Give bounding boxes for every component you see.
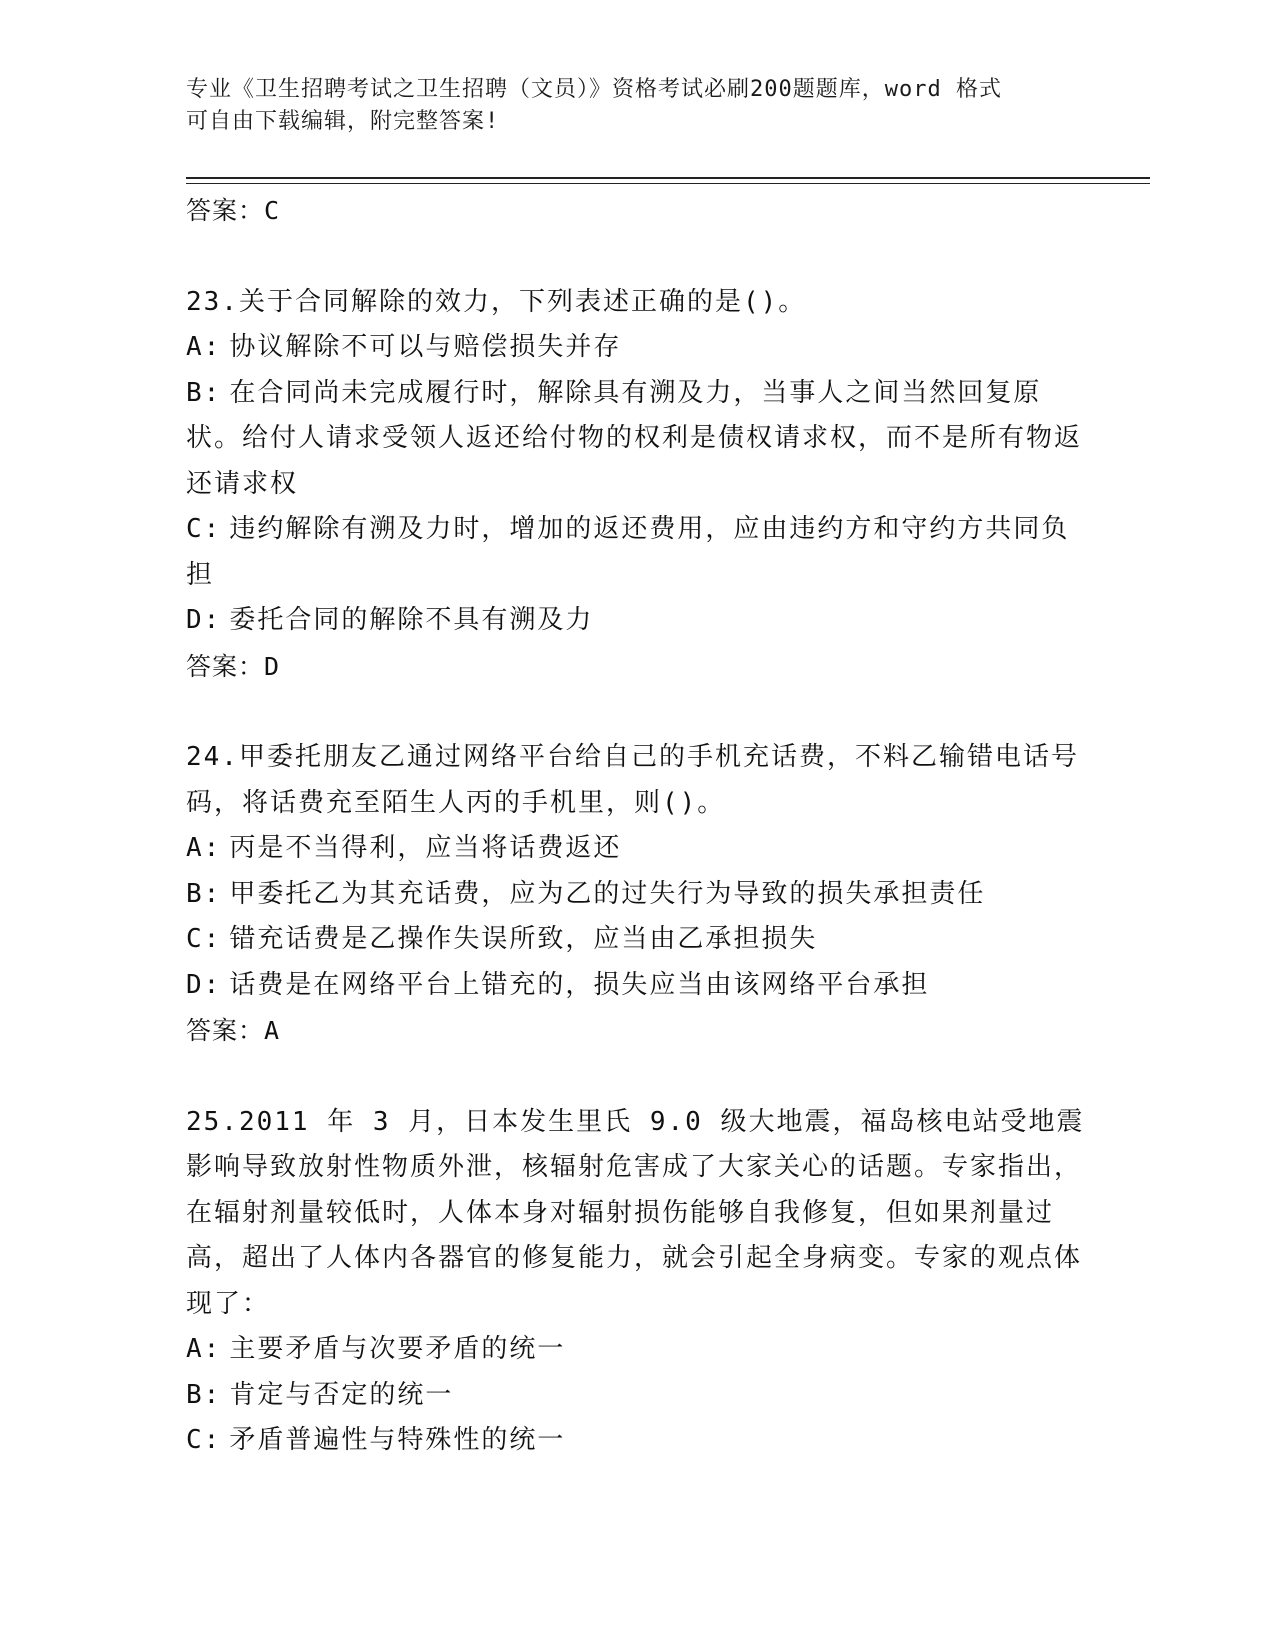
option-letter: A:	[186, 1334, 222, 1364]
option-text: 丙是不当得利，应当将话费返还	[229, 833, 622, 863]
answer-line	[186, 188, 1086, 234]
question-list	[186, 188, 1086, 1510]
option-letter: C:	[186, 1425, 222, 1455]
option-a	[186, 1327, 1086, 1373]
option-b	[186, 371, 1086, 508]
answer-value: C	[264, 196, 281, 225]
option-text: 错充话费是乙操作失误所致，应当由乙承担损失	[229, 924, 818, 954]
header-title-line1: 专业《卫生招聘考试之卫生招聘（文员）》资格考试必刷200题题库，word 格式	[186, 77, 1002, 102]
question-25	[186, 1100, 1086, 1464]
option-text: 肯定与否定的统一	[229, 1379, 454, 1410]
answer-line	[186, 1008, 1086, 1054]
option-c	[186, 917, 1086, 963]
question-23	[186, 280, 1086, 690]
option-text: 甲委托乙为其充话费，应为乙的过失行为导致的损失承担责任	[229, 878, 986, 909]
option-c	[186, 1418, 1086, 1464]
question-text: 24.甲委托朋友乙通过网络平台给自己的手机充话费，不料乙输错电话号码，将话费充至陌生人丙的手机里，则()。	[186, 742, 1079, 818]
option-letter: A:	[186, 332, 222, 362]
option-letter: B:	[186, 377, 222, 408]
option-text: 话费是在网络平台上错充的，损失应当由该网络平台承担	[229, 969, 930, 1000]
option-text: 委托合同的解除不具有溯及力	[229, 605, 594, 635]
answer-label: 答案：	[186, 651, 265, 681]
option-a	[186, 826, 1086, 872]
answer-value: D	[264, 651, 281, 681]
option-letter: D:	[186, 969, 222, 1000]
option-d	[186, 598, 1086, 644]
option-text: 违约解除有溯及力时，增加的返还费用，应由违约方和守约方共同负担	[186, 514, 1070, 590]
question-24	[186, 735, 1086, 1054]
option-b	[186, 872, 1086, 918]
question-text: 25.2011 年 3 月，日本发生里氏 9.0 级大地震，福岛核电站受地震影响导致放射性物质外泄，核辐射危害成了大家关心的话题。专家指出，在辐射剂量较低时，人体本身对辐射损伤能够自我修复，但如果剂量过高，超出了人体内各器官的修复能力，就会引起全身病变。专家的观点体现了：	[186, 1106, 1085, 1319]
answer-value: A	[264, 1016, 281, 1045]
option-letter: B:	[186, 878, 222, 909]
option-a	[186, 325, 1086, 371]
option-text: 矛盾普遍性与特殊性的统一	[229, 1425, 566, 1455]
option-b	[186, 1373, 1086, 1419]
header-title-line2: 可自由下载编辑，附完整答案!	[186, 109, 500, 134]
option-letter: C:	[186, 514, 222, 544]
header-divider	[186, 177, 1150, 184]
option-letter: C:	[186, 924, 222, 954]
option-text: 协议解除不可以与赔偿损失并存	[229, 332, 622, 362]
answer-line	[186, 644, 1086, 690]
option-c	[186, 507, 1086, 598]
option-letter: A:	[186, 833, 222, 863]
answer-label: 答案：	[186, 196, 265, 225]
answer-label: 答案：	[186, 1016, 265, 1045]
option-d	[186, 963, 1086, 1009]
option-letter: D:	[186, 605, 222, 635]
option-text: 在合同尚未完成履行时，解除具有溯及力，当事人之间当然回复原状。给付人请求受领人返还给付物的权利是债权请求权，而不是所有物返还请求权	[186, 377, 1083, 499]
option-letter: B:	[186, 1379, 222, 1410]
question-text: 23.关于合同解除的效力，下列表述正确的是()。	[186, 286, 807, 317]
option-text: 主要矛盾与次要矛盾的统一	[229, 1334, 566, 1364]
document-header	[186, 74, 1066, 138]
